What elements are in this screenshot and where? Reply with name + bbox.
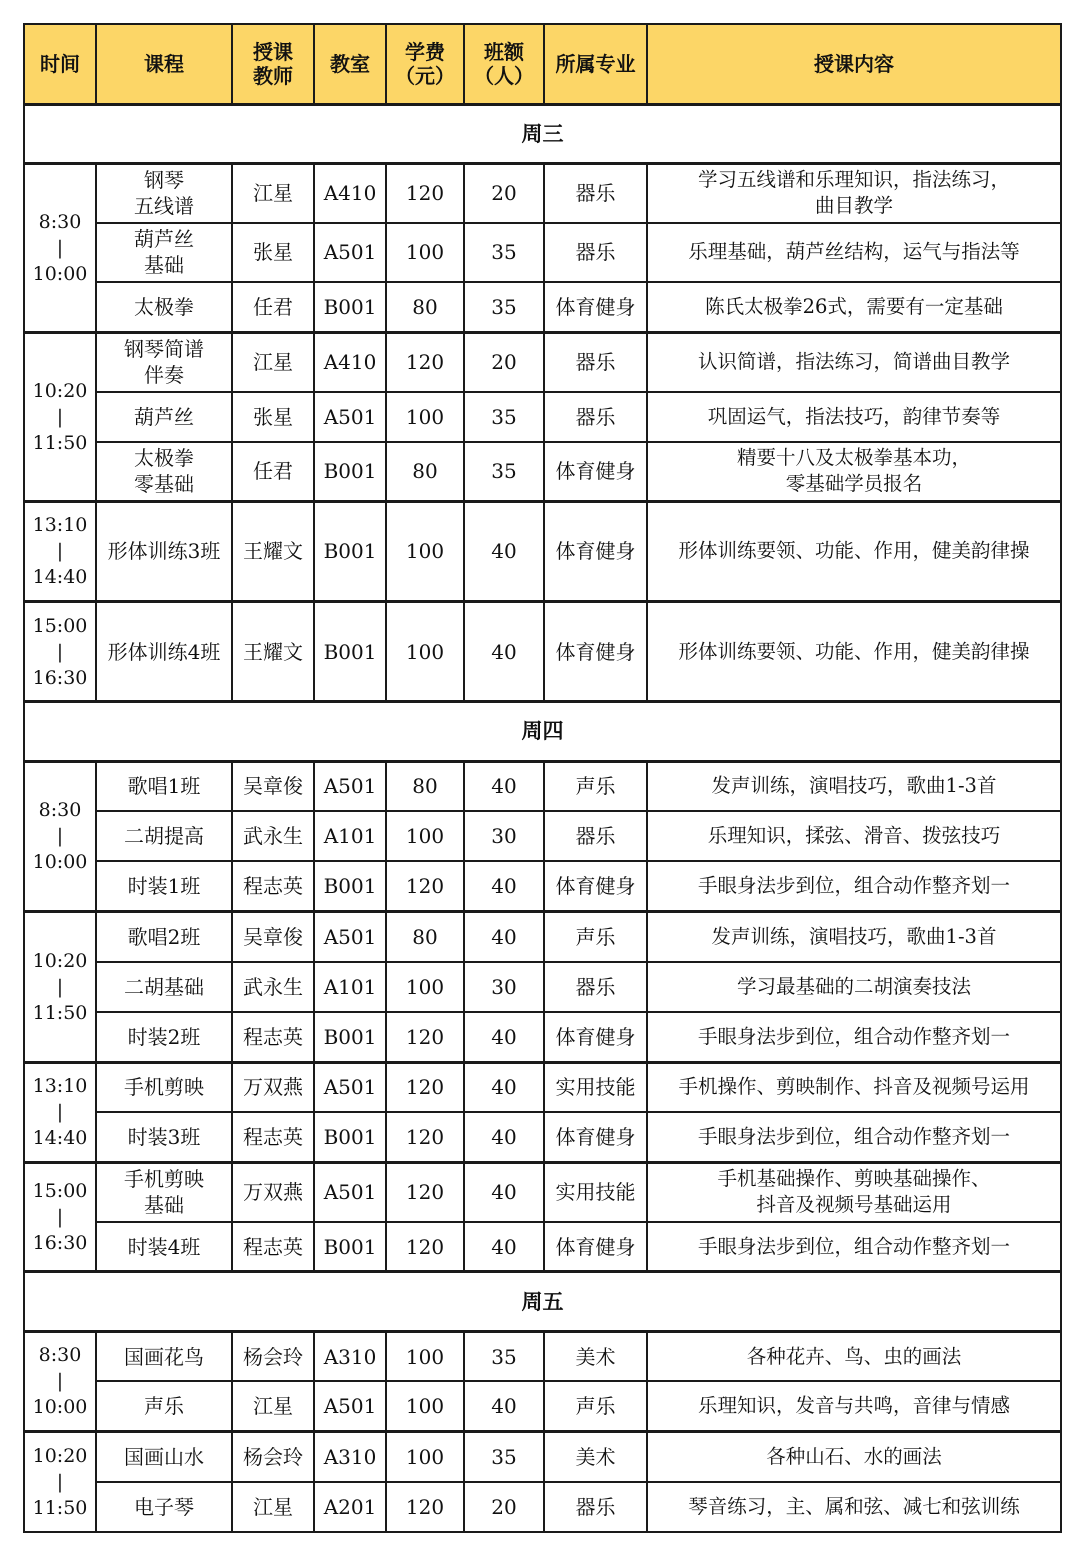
time-slot-cell	[24, 501, 96, 601]
major-cell: 器乐	[544, 962, 647, 1012]
time-end: 14:40	[32, 566, 88, 589]
course-line: 基础	[144, 1193, 184, 1218]
room-cell: B001	[314, 1012, 386, 1062]
course-cell: 手机剪映	[96, 1062, 232, 1112]
time-start: 15:00	[32, 1180, 88, 1203]
major-cell: 体育健身	[544, 1012, 647, 1062]
teacher-cell: 张星	[232, 392, 314, 442]
time-start: 8:30	[38, 1344, 82, 1367]
content-cell	[647, 1162, 1061, 1221]
course-line: 钢琴	[144, 168, 184, 193]
room-cell: A101	[314, 962, 386, 1012]
major-cell: 体育健身	[544, 861, 647, 911]
header-fee-line: （元）	[395, 63, 455, 88]
time-end: 10:00	[32, 851, 88, 874]
room-cell: A501	[314, 1381, 386, 1431]
content-cell: 各种花卉、鸟、虫的画法	[647, 1331, 1061, 1381]
major-cell: 声乐	[544, 761, 647, 811]
teacher-cell: 吴章俊	[232, 761, 314, 811]
content-cell: 手眼身法步到位，组合动作整齐划一	[647, 1112, 1061, 1162]
time-end: 11:50	[32, 1497, 88, 1520]
fee-cell: 100	[386, 962, 464, 1012]
major-cell: 体育健身	[544, 442, 647, 501]
fee-cell: 100	[386, 1381, 464, 1431]
time-slot-cell	[24, 1432, 96, 1532]
course-line: 伴奏	[144, 363, 184, 388]
course-schedule-table	[23, 23, 1062, 1533]
table-row	[24, 811, 1061, 861]
time-slot-cell	[24, 332, 96, 501]
header-major: 所属专业	[544, 24, 647, 104]
fee-cell: 120	[386, 1162, 464, 1221]
course-cell: 时装2班	[96, 1012, 232, 1062]
fee-cell: 100	[386, 223, 464, 282]
major-cell: 实用技能	[544, 1162, 647, 1221]
teacher-cell: 王耀文	[232, 501, 314, 601]
fee-cell: 120	[386, 332, 464, 391]
time-start: 13:10	[32, 514, 88, 537]
content-line: 学习五线谱和乐理知识，指法练习，	[697, 168, 1010, 192]
content-cell: 陈氏太极拳26式，需要有一定基础	[647, 282, 1061, 332]
teacher-cell: 万双燕	[232, 1062, 314, 1112]
quota-cell: 20	[464, 332, 544, 391]
major-cell: 声乐	[544, 912, 647, 962]
time-start: 10:20	[32, 379, 88, 402]
time-slot-cell	[24, 1062, 96, 1162]
time-slot-cell	[24, 601, 96, 701]
fee-cell: 100	[386, 1331, 464, 1381]
fee-cell: 100	[386, 1432, 464, 1482]
teacher-cell: 程志英	[232, 861, 314, 911]
course-cell	[96, 163, 232, 222]
quota-cell: 40	[464, 761, 544, 811]
major-cell: 体育健身	[544, 501, 647, 601]
course-cell: 形体训练3班	[96, 501, 232, 601]
time-separator: |	[56, 405, 64, 428]
table-row	[24, 1062, 1061, 1112]
major-cell: 体育健身	[544, 1222, 647, 1272]
fee-cell: 120	[386, 1012, 464, 1062]
time-slot-cell	[24, 1331, 96, 1431]
table-row	[24, 761, 1061, 811]
course-cell: 二胡基础	[96, 962, 232, 1012]
content-line: 零基础学员报名	[785, 472, 923, 496]
content-cell	[647, 442, 1061, 501]
fee-cell: 80	[386, 282, 464, 332]
content-cell: 各种山石、水的画法	[647, 1432, 1061, 1482]
course-cell: 二胡提高	[96, 811, 232, 861]
content-cell	[647, 163, 1061, 222]
course-line: 太极拳	[134, 446, 194, 471]
major-cell: 体育健身	[544, 1112, 647, 1162]
header-quota-line: （人）	[474, 63, 534, 88]
room-cell: B001	[314, 601, 386, 701]
time-end: 11:50	[32, 1001, 88, 1024]
table-row	[24, 1112, 1061, 1162]
header-room: 教室	[314, 24, 386, 104]
room-cell: A501	[314, 1162, 386, 1221]
teacher-cell: 王耀文	[232, 601, 314, 701]
day-label: 周四	[24, 702, 1061, 761]
teacher-cell: 江星	[232, 163, 314, 222]
time-separator: |	[56, 1101, 64, 1124]
table-row	[24, 1432, 1061, 1482]
time-start: 10:20	[32, 1445, 88, 1468]
content-line: 精要十八及太极拳基本功，	[736, 446, 971, 470]
table-row	[24, 392, 1061, 442]
time-start: 8:30	[38, 210, 82, 233]
time-slot-cell	[24, 1162, 96, 1272]
major-cell: 美术	[544, 1331, 647, 1381]
content-cell: 形体训练要领、功能、作用，健美韵律操	[647, 601, 1061, 701]
quota-cell: 20	[464, 1482, 544, 1532]
header-quota	[464, 24, 544, 104]
room-cell: A501	[314, 912, 386, 962]
course-cell	[96, 332, 232, 391]
room-cell: A501	[314, 1062, 386, 1112]
course-cell: 时装3班	[96, 1112, 232, 1162]
fee-cell: 120	[386, 1222, 464, 1272]
room-cell: A501	[314, 223, 386, 282]
course-cell: 时装4班	[96, 1222, 232, 1272]
room-cell: A410	[314, 163, 386, 222]
quota-cell: 35	[464, 1331, 544, 1381]
content-cell: 认识简谱，指法练习，简谱曲目教学	[647, 332, 1061, 391]
course-cell: 声乐	[96, 1381, 232, 1431]
teacher-cell: 江星	[232, 332, 314, 391]
quota-cell: 35	[464, 392, 544, 442]
table-row	[24, 1331, 1061, 1381]
course-cell: 国画山水	[96, 1432, 232, 1482]
time-end: 16:30	[32, 1232, 88, 1255]
teacher-cell: 程志英	[232, 1012, 314, 1062]
time-start: 15:00	[32, 614, 88, 637]
quota-cell: 40	[464, 1222, 544, 1272]
room-cell: B001	[314, 1112, 386, 1162]
teacher-cell: 任君	[232, 282, 314, 332]
teacher-cell: 杨会玲	[232, 1331, 314, 1381]
time-end: 11:50	[32, 431, 88, 454]
teacher-cell: 任君	[232, 442, 314, 501]
quota-cell: 30	[464, 811, 544, 861]
course-cell: 太极拳	[96, 282, 232, 332]
content-cell: 手眼身法步到位，组合动作整齐划一	[647, 1012, 1061, 1062]
room-cell: A201	[314, 1482, 386, 1532]
table-row	[24, 501, 1061, 601]
content-cell: 琴音练习，主、属和弦、减七和弦训练	[647, 1482, 1061, 1532]
course-line: 五线谱	[134, 194, 194, 219]
fee-cell: 100	[386, 501, 464, 601]
header-fee	[386, 24, 464, 104]
teacher-cell: 武永生	[232, 811, 314, 861]
time-slot-cell	[24, 163, 96, 332]
time-end: 16:30	[32, 666, 88, 689]
table-row	[24, 1162, 1061, 1221]
header-course: 课程	[96, 24, 232, 104]
room-cell: B001	[314, 861, 386, 911]
time-end: 10:00	[32, 262, 88, 285]
quota-cell: 40	[464, 601, 544, 701]
header-teacher-line: 教师	[253, 63, 293, 88]
table-row	[24, 912, 1061, 962]
teacher-cell: 万双燕	[232, 1162, 314, 1221]
fee-cell: 120	[386, 1482, 464, 1532]
time-slot-cell	[24, 761, 96, 911]
major-cell: 实用技能	[544, 1062, 647, 1112]
fee-cell: 80	[386, 442, 464, 501]
time-separator: |	[56, 540, 64, 563]
course-line: 葫芦丝	[134, 227, 194, 252]
teacher-cell: 程志英	[232, 1222, 314, 1272]
room-cell: B001	[314, 501, 386, 601]
fee-cell: 120	[386, 861, 464, 911]
header-time: 时间	[24, 24, 96, 104]
fee-cell: 120	[386, 1062, 464, 1112]
room-cell: A410	[314, 332, 386, 391]
content-cell: 学习最基础的二胡演奏技法	[647, 962, 1061, 1012]
header-teacher-line: 授课	[253, 39, 293, 64]
major-cell: 体育健身	[544, 282, 647, 332]
table-row	[24, 163, 1061, 222]
major-cell: 器乐	[544, 392, 647, 442]
quota-cell: 40	[464, 1112, 544, 1162]
time-end: 10:00	[32, 1396, 88, 1419]
course-cell: 歌唱2班	[96, 912, 232, 962]
day-label: 周三	[24, 104, 1061, 163]
header-fee-line: 学费	[405, 39, 445, 64]
day-label: 周五	[24, 1272, 1061, 1331]
content-line: 曲目教学	[814, 194, 893, 218]
course-cell: 形体训练4班	[96, 601, 232, 701]
teacher-cell: 程志英	[232, 1112, 314, 1162]
quota-cell: 20	[464, 163, 544, 222]
quota-cell: 35	[464, 223, 544, 282]
quota-cell: 40	[464, 1162, 544, 1221]
fee-cell: 80	[386, 761, 464, 811]
course-line: 基础	[144, 253, 184, 278]
content-cell: 发声训练，演唱技巧，歌曲1-3首	[647, 912, 1061, 962]
quota-cell: 40	[464, 1012, 544, 1062]
content-cell: 手机操作、剪映制作、抖音及视频号运用	[647, 1062, 1061, 1112]
quota-cell: 40	[464, 912, 544, 962]
quota-cell: 40	[464, 501, 544, 601]
room-cell: B001	[314, 442, 386, 501]
fee-cell: 120	[386, 163, 464, 222]
content-cell: 发声训练，演唱技巧，歌曲1-3首	[647, 761, 1061, 811]
quota-cell: 35	[464, 442, 544, 501]
table-row	[24, 601, 1061, 701]
day-row	[24, 104, 1061, 163]
time-separator: |	[56, 640, 64, 663]
header-quota-line: 班额	[484, 39, 524, 64]
time-separator: |	[56, 825, 64, 848]
fee-cell: 100	[386, 601, 464, 701]
table-row	[24, 1482, 1061, 1532]
room-cell: A310	[314, 1331, 386, 1381]
course-line: 钢琴简谱	[124, 337, 204, 362]
table-row	[24, 861, 1061, 911]
course-cell: 国画花鸟	[96, 1331, 232, 1381]
table-row	[24, 1012, 1061, 1062]
schedule-body	[24, 104, 1061, 1532]
content-cell: 手眼身法步到位，组合动作整齐划一	[647, 1222, 1061, 1272]
teacher-cell: 张星	[232, 223, 314, 282]
room-cell: B001	[314, 1222, 386, 1272]
teacher-cell: 武永生	[232, 962, 314, 1012]
table-row	[24, 1222, 1061, 1272]
major-cell: 器乐	[544, 811, 647, 861]
table-row	[24, 442, 1061, 501]
room-cell: A501	[314, 761, 386, 811]
content-cell: 巩固运气，指法技巧，韵律节奏等	[647, 392, 1061, 442]
time-end: 14:40	[32, 1127, 88, 1150]
fee-cell: 100	[386, 811, 464, 861]
time-start: 10:20	[32, 949, 88, 972]
course-cell	[96, 223, 232, 282]
teacher-cell: 吴章俊	[232, 912, 314, 962]
major-cell: 美术	[544, 1432, 647, 1482]
header-row	[24, 24, 1061, 104]
room-cell: A101	[314, 811, 386, 861]
major-cell: 体育健身	[544, 601, 647, 701]
quota-cell: 35	[464, 282, 544, 332]
time-start: 13:10	[32, 1075, 88, 1098]
major-cell: 器乐	[544, 1482, 647, 1532]
time-separator: |	[56, 236, 64, 259]
teacher-cell: 江星	[232, 1381, 314, 1431]
course-cell	[96, 1162, 232, 1221]
quota-cell: 30	[464, 962, 544, 1012]
course-cell: 歌唱1班	[96, 761, 232, 811]
content-line: 抖音及视频号基础运用	[756, 1193, 952, 1217]
table-row	[24, 962, 1061, 1012]
time-start: 8:30	[38, 799, 82, 822]
fee-cell: 80	[386, 912, 464, 962]
major-cell: 声乐	[544, 1381, 647, 1431]
course-line: 手机剪映	[124, 1167, 204, 1192]
content-cell: 手眼身法步到位，组合动作整齐划一	[647, 861, 1061, 911]
content-line: 手机基础操作、剪映基础操作、	[717, 1167, 991, 1191]
time-separator: |	[56, 975, 64, 998]
content-cell: 乐理基础，葫芦丝结构，运气与指法等	[647, 223, 1061, 282]
room-cell: A310	[314, 1432, 386, 1482]
major-cell: 器乐	[544, 332, 647, 391]
time-separator: |	[56, 1471, 64, 1494]
quota-cell: 40	[464, 861, 544, 911]
content-cell: 形体训练要领、功能、作用，健美韵律操	[647, 501, 1061, 601]
course-line: 零基础	[134, 472, 194, 497]
content-cell: 乐理知识，发音与共鸣，音律与情感	[647, 1381, 1061, 1431]
major-cell: 器乐	[544, 223, 647, 282]
teacher-cell: 杨会玲	[232, 1432, 314, 1482]
course-cell: 电子琴	[96, 1482, 232, 1532]
room-cell: B001	[314, 282, 386, 332]
table-row	[24, 282, 1061, 332]
time-separator: |	[56, 1370, 64, 1393]
table-row	[24, 1381, 1061, 1431]
time-separator: |	[56, 1206, 64, 1229]
teacher-cell: 江星	[232, 1482, 314, 1532]
major-cell: 器乐	[544, 163, 647, 222]
day-row	[24, 1272, 1061, 1331]
quota-cell: 40	[464, 1381, 544, 1431]
table-row	[24, 223, 1061, 282]
fee-cell: 120	[386, 1112, 464, 1162]
course-cell: 时装1班	[96, 861, 232, 911]
room-cell: A501	[314, 392, 386, 442]
quota-cell: 40	[464, 1062, 544, 1112]
course-cell: 葫芦丝	[96, 392, 232, 442]
header-content: 授课内容	[647, 24, 1061, 104]
table-row	[24, 332, 1061, 391]
header-teacher	[232, 24, 314, 104]
day-row	[24, 702, 1061, 761]
quota-cell: 35	[464, 1432, 544, 1482]
fee-cell: 100	[386, 392, 464, 442]
content-cell: 乐理知识，揉弦、滑音、拨弦技巧	[647, 811, 1061, 861]
time-slot-cell	[24, 912, 96, 1062]
course-cell	[96, 442, 232, 501]
